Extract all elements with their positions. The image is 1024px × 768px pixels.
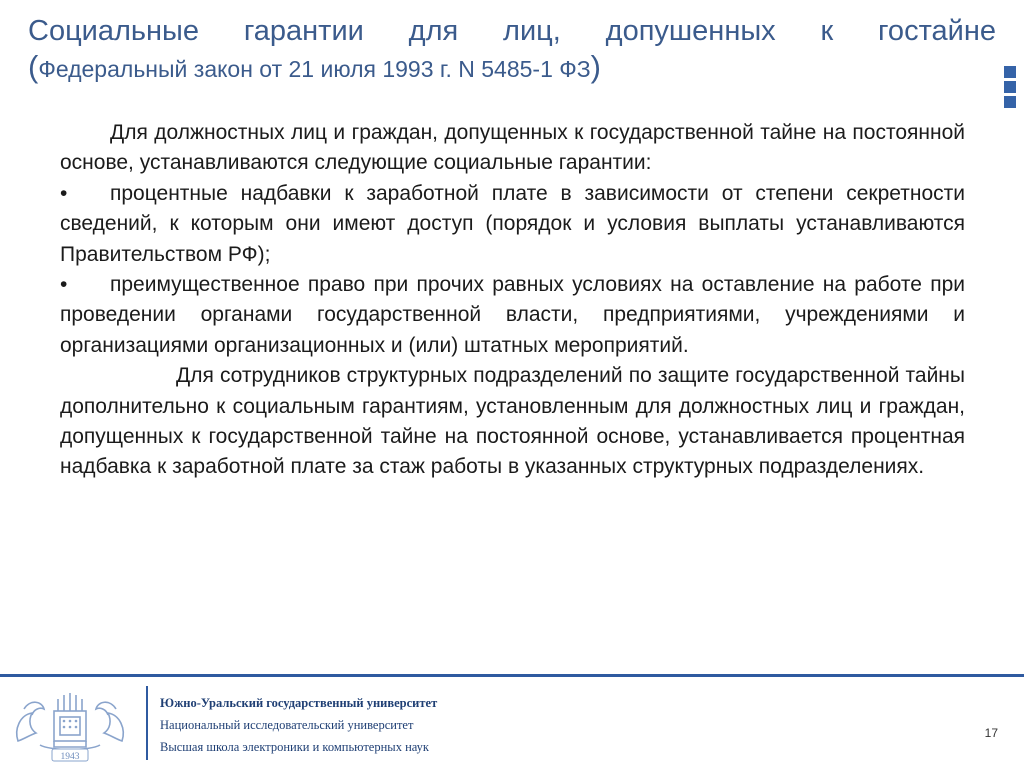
slide-title-law-reference bbox=[28, 50, 996, 86]
footer-divider bbox=[146, 686, 148, 760]
decorative-square bbox=[1004, 96, 1016, 108]
footer-rule bbox=[0, 674, 1024, 677]
close-paren: ) bbox=[590, 49, 601, 84]
law-reference-text: Федеральный закон от 21 июля 1993 г. N 5485-1 ФЗ bbox=[38, 56, 591, 82]
bullet-item bbox=[60, 179, 965, 270]
logo-year: 1943 bbox=[60, 752, 80, 762]
university-logo bbox=[10, 685, 130, 763]
slide-body bbox=[60, 118, 965, 483]
intro-paragraph: Для должностных лиц и граждан, допущенных к государственной тайне на постоянной основе, устанавливаются следующие социальные гарантии: bbox=[60, 121, 965, 175]
slide-title-main: Социальные гарантии для лиц, допушенных к гостайне bbox=[28, 15, 996, 47]
footer-institution bbox=[160, 692, 437, 758]
bullet-text: преимущественное право при прочих равных условиях на оставление на работе при проведении органами государственной власти, предприятиями, учреждениями и организациями организационных и (или) штатных мероприятий. bbox=[60, 273, 965, 357]
open-paren: ( bbox=[28, 49, 39, 84]
page-number: 17 bbox=[984, 726, 998, 740]
bullet-marker: • bbox=[60, 181, 68, 205]
research-university-label: Национальный исследовательский университет bbox=[160, 718, 414, 732]
school-name: Высшая школа электроники и компьютерных наук bbox=[160, 740, 429, 754]
bullet-marker: • bbox=[60, 273, 68, 297]
second-paragraph: Для сотрудников структурных подразделений по защите государственной тайны дополнительно к социальным гарантиям, установленным для должностных лиц и граждан, допущенных к государственной тайне на постоянной основе, устанавливается процентная надбавка к заработной плате за стаж работы в указанных структурных подразделениях. bbox=[60, 364, 965, 479]
slide-title bbox=[28, 14, 996, 86]
decorative-square bbox=[1004, 81, 1016, 93]
bullet-item bbox=[60, 270, 965, 361]
decorative-squares bbox=[1004, 66, 1018, 111]
footer bbox=[0, 674, 1024, 767]
decorative-square bbox=[1004, 66, 1016, 78]
bullet-text: процентные надбавки к заработной плате в зависимости от степени секретности сведений, к которым они имеют доступ (порядок и условия выплаты устанавливаются Правительством РФ); bbox=[60, 181, 965, 266]
university-name: Южно-Уральский государственный университет bbox=[160, 696, 438, 710]
university-emblem-icon bbox=[10, 685, 130, 763]
